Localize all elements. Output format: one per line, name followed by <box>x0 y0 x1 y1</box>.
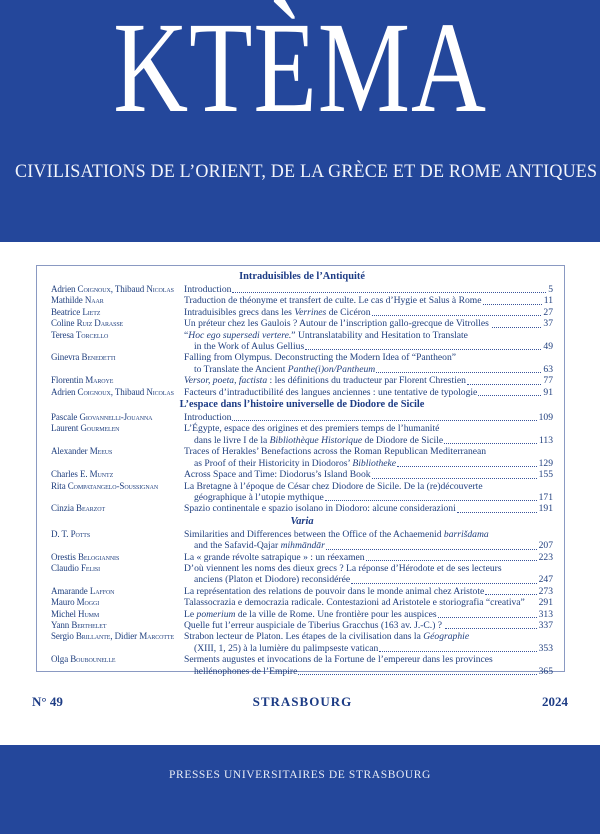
dot-leader <box>397 466 537 467</box>
author-family-name: Felisi <box>80 562 101 573</box>
toc-title-line: in the Work of Aulus Gellius 49 <box>194 341 553 353</box>
toc-authors: Claudio Felisi <box>51 562 101 573</box>
toc-box <box>36 265 565 677</box>
toc-authors: D. T. Potts <box>51 528 91 539</box>
toc-entry <box>51 469 553 480</box>
toc-title-line: Facteurs d’intraductibilité des langues anciennes : une tentative de typologie 91 <box>184 386 553 398</box>
toc-entry <box>51 563 553 586</box>
author-family-name: Potts <box>70 528 91 539</box>
toc-entry <box>51 620 553 631</box>
author-family-name: Ruiz Darasse <box>76 318 124 329</box>
toc-entry <box>51 330 553 353</box>
dot-leader <box>445 628 536 629</box>
author-family-name: Lietz <box>82 306 101 317</box>
dot-leader <box>379 651 536 652</box>
toc-entry <box>51 597 553 608</box>
toc-title-line: Serments augustes et invocations de la Fortune de l’empereur dans les provinces <box>184 654 493 666</box>
toc-entry <box>51 284 553 295</box>
dot-leader <box>326 549 537 550</box>
toc-section-header: L’espace dans l’histoire universelle de Diodore de Sicile <box>179 399 425 411</box>
toc-entry <box>51 446 553 469</box>
toc-authors: Coline Ruiz Darasse <box>51 318 124 329</box>
page-number: 27 <box>543 306 553 318</box>
toc-title-line: géographique à l’utopie mythique 171 <box>194 491 553 503</box>
toc-title <box>184 295 553 306</box>
page-number: 11 <box>543 295 553 307</box>
toc-authors: Adrien Coignoux, Thibaud Nicolas <box>51 386 174 397</box>
toc-title-line: Introduction 5 <box>184 284 553 295</box>
toc-title-line: Falling from Olympus. Deconstructing the Modern Idea of “Pantheon” <box>184 352 457 364</box>
toc-entry <box>51 631 553 654</box>
author-family-name: Coignoux <box>77 284 111 294</box>
publisher-band <box>0 745 600 834</box>
dot-leader <box>232 420 536 421</box>
dot-leader <box>492 327 541 328</box>
toc-title-line: Quelle fut l’erreur auspiciale de Tiberius Gracchus (163 av. J.-C.) ? 337 <box>184 619 553 631</box>
toc-title <box>184 552 553 563</box>
page-number: 5 <box>548 284 553 295</box>
toc-authors: Laurent Gourmelen <box>51 423 120 434</box>
toc-entry <box>51 318 553 329</box>
toc-authors: Ginevra Benedetti <box>51 352 116 363</box>
dot-leader <box>457 512 537 513</box>
toc-title-line: hellénophones de l’Empire 365 <box>194 665 553 677</box>
toc-title <box>184 330 553 353</box>
toc-authors: Beatrice Lietz <box>51 306 101 317</box>
dot-leader <box>483 304 542 305</box>
page-number: 247 <box>538 574 553 586</box>
toc-entry <box>51 481 553 504</box>
author-family-name: Moggi <box>76 597 100 608</box>
author-family-name: Brillante <box>75 631 111 642</box>
page-number: 207 <box>538 540 553 552</box>
toc-authors: Adrien Coignoux, Thibaud Nicolas <box>51 284 174 294</box>
dot-leader <box>232 292 546 293</box>
page-number: 49 <box>543 341 553 353</box>
dot-leader <box>444 443 537 444</box>
page-number: 191 <box>538 503 553 515</box>
toc-title <box>184 423 553 446</box>
toc-section-header: Intraduisibles de l’Antiquité <box>239 271 365 282</box>
toc-entry <box>51 609 553 620</box>
toc-title-line: anciens (Platon et Diodore) reconsidérée 247 <box>194 574 553 586</box>
author-family-name: Belogiannis <box>77 551 120 562</box>
page-number: 171 <box>538 491 553 503</box>
toc-entry <box>51 552 553 563</box>
toc-title-line: Intraduisibles grecs dans les Verrines de Cicéron 27 <box>184 306 553 318</box>
page-number: 63 <box>543 363 553 375</box>
toc-authors: Florentin Maroye <box>51 375 114 386</box>
toc-title <box>184 631 553 654</box>
toc-title <box>184 563 553 586</box>
toc-title <box>184 284 553 295</box>
toc-title <box>184 387 553 398</box>
page-number: 223 <box>538 551 553 563</box>
page-number: 77 <box>543 375 553 387</box>
author-family-name: Bearzot <box>76 503 106 514</box>
author-family-name: Naar <box>84 295 104 306</box>
toc-title-line: (XIII, 1, 25) à la lumière du palimpseste vatican 353 <box>194 642 553 654</box>
toc-title-line: D’où viennent les noms des dieux grecs ? La réponse d’Hérodote et de ses lecteurs <box>184 562 502 574</box>
toc-title <box>184 412 553 423</box>
dot-leader <box>372 315 542 316</box>
dot-leader <box>325 500 537 501</box>
toc-title <box>184 375 553 386</box>
toc-authors: Sergio Brillante, Didier Marcotte <box>51 631 175 642</box>
author-family-name: Laffon <box>89 585 115 596</box>
dot-leader <box>438 617 537 618</box>
toc-title <box>184 586 553 597</box>
toc-title-line: Traduction de théonyme et transfert de culte. Le cas d’Hygie et Salus à Rome 11 <box>184 295 553 307</box>
toc-entry <box>51 529 553 552</box>
dot-leader <box>485 594 536 595</box>
dot-leader <box>298 674 536 675</box>
toc-title-line: Similarities and Differences between the Office of the Achaemenid barrišdama <box>184 528 489 540</box>
toc-authors: Mauro Moggi <box>51 597 100 608</box>
page-number: 365 <box>538 665 553 677</box>
page-number: 155 <box>538 469 553 481</box>
toc-title-line: Strabon lecteur de Platon. Les étapes de la civilisation dans la Géographie <box>184 631 470 643</box>
dot-leader <box>351 583 537 584</box>
toc-title-line: dans le livre I de la Bibliothèque Historique de Diodore de Sicile 113 <box>194 434 553 446</box>
top-band <box>0 0 600 242</box>
author-family-name: Benedetti <box>81 352 116 363</box>
dot-leader <box>478 395 541 396</box>
page-number: 129 <box>538 457 553 469</box>
toc-entry <box>51 654 553 677</box>
page-number: 37 <box>543 318 553 330</box>
toc-title-line: “Hoc ego supersedi vertere.” Untranslatability and Hesitation to Translate <box>184 329 468 341</box>
imprint-issue: N° 49 <box>32 694 63 709</box>
toc-authors: Michel Humm <box>51 608 100 619</box>
toc-title-line: Un préteur chez les Gaulois ? Autour de l’inscription gallo-grecque de Vitrolles 37 <box>184 318 553 330</box>
author-family-name: Boubounelle <box>70 654 116 665</box>
toc-authors: Alexander Meeus <box>51 446 113 457</box>
toc-entry <box>51 387 553 398</box>
toc-title-line: and the Safavid-Qajar mihmāndār 207 <box>194 540 553 552</box>
page-number: 353 <box>538 642 553 654</box>
publisher-name: PRESSES UNIVERSITAIRES DE STRASBOURG <box>169 769 431 781</box>
toc-title-line: as Proof of their Historicity in Diodoros’ Bibliotheke 129 <box>194 457 553 469</box>
toc-entry <box>51 503 553 514</box>
toc-title <box>184 654 553 677</box>
page-number: 273 <box>538 585 553 597</box>
toc-title-line: Spazio continentale e spazio isolano in Diodoro: alcune considerazioni 191 <box>184 503 553 515</box>
author-family-name: Nicolas <box>146 386 174 397</box>
author-family-name: Torcello <box>75 329 109 340</box>
toc-title-line: to Translate the Ancient Panthe(i)on/Pantheum 63 <box>194 363 553 375</box>
toc-title <box>184 469 553 480</box>
toc-title-line: La Bretagne à l’époque de César chez Diodore de Sicile. De la (re)découverte <box>184 480 483 492</box>
journal-subtitle: CIVILISATIONS DE L’ORIENT, DE LA GRÈCE ET DE ROME ANTIQUES <box>15 161 598 182</box>
toc-title-line: Le pomerium de la ville de Rome. Une frontière pour les auspices 313 <box>184 608 553 620</box>
toc-title <box>184 446 553 469</box>
dot-leader <box>467 384 541 385</box>
author-family-name: Berthelet <box>71 619 107 630</box>
dot-leader <box>372 478 537 479</box>
toc-entry <box>51 412 553 423</box>
toc-authors: Amarande Laffon <box>51 585 115 596</box>
toc-title <box>184 352 553 375</box>
toc-title <box>184 318 553 329</box>
toc-authors: Rita Compatangelo-Soussignan <box>51 480 159 491</box>
toc-authors: Pascale Giovannelli-Jouanna <box>51 412 153 423</box>
author-family-name: Nicolas <box>146 284 174 294</box>
imprint-line <box>0 694 600 710</box>
imprint-city: STRASBOURG <box>252 694 353 709</box>
author-family-name: Meeus <box>89 446 113 457</box>
toc-title <box>184 481 553 504</box>
toc-authors: Orestis Belogiannis <box>51 551 120 562</box>
toc-entry <box>51 586 553 597</box>
toc-title <box>184 503 553 514</box>
toc-title-line: Talassocrazia e democrazia radicale. Contestazioni ad Aristotele e storiografia “creativa” 291 <box>184 597 553 609</box>
toc-entry <box>51 375 553 386</box>
journal-title: KTÈMA <box>113 0 487 140</box>
toc-authors: Olga Boubounelle <box>51 654 116 665</box>
author-family-name: Compatangelo-Soussignan <box>67 480 159 491</box>
toc-entry <box>51 295 553 306</box>
page-number: 313 <box>538 608 553 620</box>
toc-title-line: La « grande révolte satrapique » : un réexamen 223 <box>184 551 553 563</box>
author-family-name: Gourmelen <box>80 423 120 434</box>
dot-leader <box>305 349 541 350</box>
toc-title-line: Traces of Herakles’ Benefactions across the Roman Republican Mediterranean <box>184 446 487 458</box>
page-number: 337 <box>538 619 553 631</box>
toc-title <box>184 597 553 608</box>
spacer <box>525 597 539 608</box>
page-number: 291 <box>538 597 553 609</box>
page-number: 109 <box>538 412 553 424</box>
toc-title <box>184 609 553 620</box>
toc-entry <box>51 423 553 446</box>
toc-title-line: Versor, poeta, factista : les définitions du traducteur par Florent Chrestien 77 <box>184 375 553 387</box>
author-family-name: Muntz <box>89 469 114 480</box>
author-family-name: Coignoux <box>77 386 111 397</box>
author-family-name: Humm <box>78 608 100 619</box>
imprint-year: 2024 <box>541 694 568 709</box>
dot-leader <box>366 560 537 561</box>
toc-title <box>184 620 553 631</box>
dot-leader <box>376 372 541 373</box>
toc-entry <box>51 352 553 375</box>
toc-authors: Charles E. Muntz <box>51 469 114 480</box>
author-family-name: Marcotte <box>139 631 175 642</box>
toc-section-header: Varia <box>290 515 314 527</box>
toc-title-line: Across Space and Time: Diodorus’s Island Book 155 <box>184 469 553 481</box>
toc-title-line: La représentation des relations de pouvoir dans le monde animal chez Aristote 273 <box>184 585 553 597</box>
toc-authors: Teresa Torcello <box>51 329 109 340</box>
toc-title <box>184 307 553 318</box>
toc-authors: Mathilde Naar <box>51 295 104 306</box>
page-number: 113 <box>538 434 553 446</box>
toc-authors: Cinzia Bearzot <box>51 503 106 514</box>
toc-title <box>184 529 553 552</box>
author-family-name: Maroye <box>85 375 114 386</box>
toc-entry <box>51 307 553 318</box>
author-family-name: Giovannelli-Jouanna <box>79 412 153 423</box>
toc-title-line: Introduction 109 <box>184 412 553 424</box>
page-number: 91 <box>543 386 553 398</box>
toc-title-line: L’Égypte, espace des origines et des premiers temps de l’humanité <box>184 423 440 435</box>
toc-authors: Yann Berthelet <box>51 619 107 630</box>
